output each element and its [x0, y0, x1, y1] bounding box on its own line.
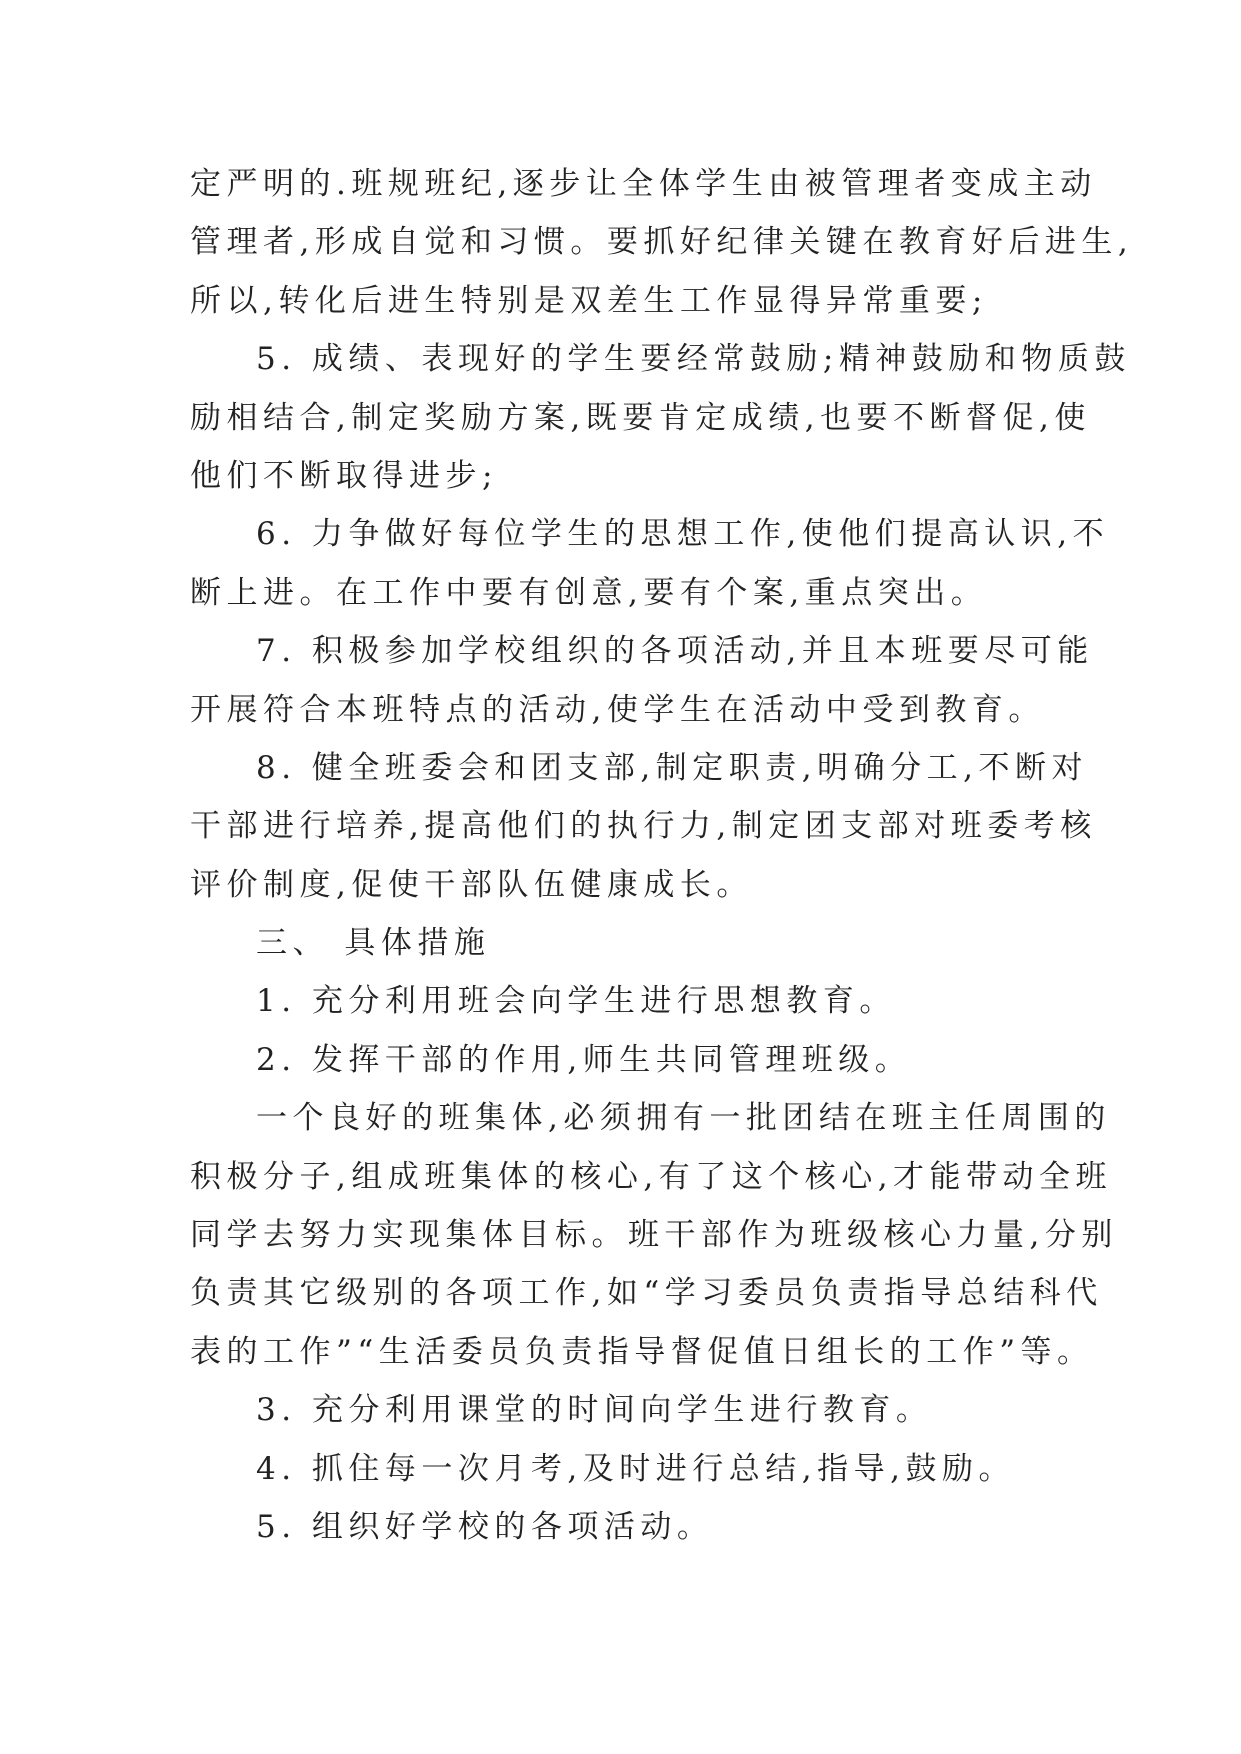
- text-line: 5. 组织好学校的各项活动。: [256, 1508, 714, 1545]
- text-line: 1. 充分利用班会向学生进行思想教育。: [256, 983, 896, 1020]
- text-line: 2. 发挥干部的作用,师生共同管理班级。: [256, 1041, 912, 1078]
- text-line: 评价制度,促使干部队伍健康成长。: [190, 866, 753, 903]
- text-line: 8. 健全班委会和团支部,制定职责,明确分工,不断对: [256, 749, 1088, 786]
- paragraph: [190, 739, 1097, 914]
- paragraph: [190, 914, 1070, 972]
- text-line: 表的工作”“生活委员负责指导督促值日组长的工作”等。: [190, 1333, 1094, 1370]
- text-line: 4. 抓住每一次月考,及时进行总结,指导,鼓励。: [256, 1450, 1015, 1487]
- text-line: 管理者,形成自觉和习惯。要抓好纪律关键在教育好后进生,: [190, 224, 1134, 261]
- paragraph: [190, 155, 1134, 330]
- paragraph: [190, 330, 1131, 505]
- paragraph: [190, 505, 1110, 622]
- text-line: 励相结合,制定奖励方案,既要肯定成绩,也要不断督促,使: [190, 399, 1091, 436]
- text-line: 断上进。在工作中要有创意,要有个案,重点突出。: [190, 574, 988, 611]
- text-line: 5. 成绩、表现好的学生要经常鼓励;精神鼓励和物质鼓: [256, 341, 1131, 378]
- paragraph: [190, 972, 1070, 1030]
- text-line: 一个良好的班集体,必须拥有一批团结在班主任周围的: [256, 1100, 1111, 1137]
- text-line: 7. 积极参加学校组织的各项活动,并且本班要尽可能: [256, 633, 1094, 670]
- document-body: [190, 155, 1134, 1556]
- paragraph: [190, 1440, 1070, 1498]
- paragraph: [190, 1031, 1070, 1089]
- text-line: 开展符合本班特点的活动,使学生在活动中受到教育。: [190, 691, 1045, 728]
- text-line: 3. 充分利用课堂的时间向学生进行教育。: [256, 1392, 933, 1429]
- text-line: 同学去努力实现集体目标。班干部作为班级核心力量,分别: [190, 1217, 1118, 1254]
- text-line: 三、 具体措施: [256, 925, 491, 962]
- paragraph: [190, 1381, 1070, 1439]
- paragraph: [190, 1498, 1070, 1556]
- paragraph: [190, 622, 1094, 739]
- text-line: 他们不断取得进步;: [190, 457, 498, 494]
- text-line: 干部进行培养,提高他们的执行力,制定团支部对班委考核: [190, 808, 1097, 845]
- paragraph: [190, 1089, 1118, 1381]
- text-line: 积极分子,组成班集体的核心,有了这个核心,才能带动全班: [190, 1158, 1113, 1195]
- text-line: 6. 力争做好每位学生的思想工作,使他们提高认识,不: [256, 516, 1110, 553]
- text-line: 所以,转化后进生特别是双差生工作显得异常重要;: [190, 282, 988, 319]
- text-line: 定严明的.班规班纪,逐步让全体学生由被管理者变成主动: [190, 166, 1097, 202]
- text-line: 负责其它级别的各项工作,如“学习委员负责指导总结科代: [190, 1275, 1103, 1312]
